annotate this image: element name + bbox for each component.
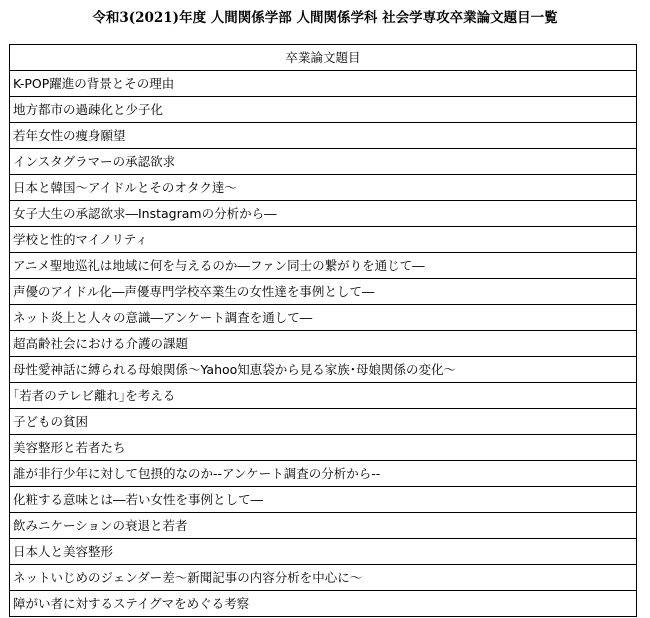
table-row [10, 565, 637, 591]
table-row [10, 253, 637, 279]
table-row [10, 227, 637, 253]
thesis-title-cell: 女子大生の承認欲求―Instagramの分析から― [10, 201, 637, 227]
thesis-title-cell: 学校と性的マイノリティ [10, 227, 637, 253]
thesis-title-cell: 美容整形と若者たち [10, 435, 637, 461]
thesis-title-cell: インスタグラマーの承認欲求 [10, 149, 637, 175]
thesis-title-cell: ｢若者のテレビ離れ｣を考える [10, 383, 637, 409]
thesis-title-cell: ネットいじめのジェンダー差～新聞記事の内容分析を中心に～ [10, 565, 637, 591]
table-row [10, 123, 637, 149]
table-row [10, 305, 637, 331]
thesis-title-cell: 日本人と美容整形 [10, 539, 637, 565]
table-row [10, 357, 637, 383]
thesis-title-table [9, 44, 637, 617]
table-row [10, 279, 637, 305]
table-row [10, 591, 637, 617]
table-row [10, 409, 637, 435]
table-row [10, 149, 637, 175]
table-row [10, 487, 637, 513]
table-row [10, 71, 637, 97]
thesis-title-cell: 障がい者に対するステイグマをめぐる考察 [10, 591, 637, 617]
thesis-title-cell: 若年女性の痩身願望 [10, 123, 637, 149]
table-row [10, 435, 637, 461]
column-header: 卒業論文題目 [10, 45, 637, 71]
document-title: 令和3(2021)年度 人間関係学部 人間関係学科 社会学専攻卒業論文題目一覧 [92, 10, 558, 26]
table-row [10, 97, 637, 123]
table-row [10, 331, 637, 357]
table-row [10, 383, 637, 409]
thesis-title-cell: 化粧する意味とは―若い女性を事例として― [10, 487, 637, 513]
thesis-title-cell: 母性愛神話に縛られる母娘関係～Yahoo知恵袋から見る家族･母娘関係の変化～ [10, 357, 637, 383]
table-row [10, 539, 637, 565]
table-row [10, 201, 637, 227]
thesis-title-cell: 日本と韓国～アイドルとそのオタク達～ [10, 175, 637, 201]
table-row [10, 513, 637, 539]
thesis-title-cell: ネット炎上と人々の意識―アンケート調査を通して― [10, 305, 637, 331]
table-row [10, 175, 637, 201]
thesis-title-cell: 地方都市の過疎化と少子化 [10, 97, 637, 123]
thesis-title-cell: 飲みニケーションの衰退と若者 [10, 513, 637, 539]
table-header-row [10, 45, 637, 71]
table-row [10, 461, 637, 487]
thesis-title-cell: 声優のアイドル化―声優専門学校卒業生の女性達を事例として― [10, 279, 637, 305]
thesis-title-cell: 誰が非行少年に対して包摂的なのか--アンケート調査の分析から-- [10, 461, 637, 487]
thesis-title-cell: 超高齢社会における介護の課題 [10, 331, 637, 357]
thesis-title-cell: アニメ聖地巡礼は地域に何を与えるのか―ファン同士の繋がりを通じて― [10, 253, 637, 279]
thesis-title-cell: K-POP躍進の背景とその理由 [10, 71, 637, 97]
thesis-title-cell: 子どもの貧困 [10, 409, 637, 435]
